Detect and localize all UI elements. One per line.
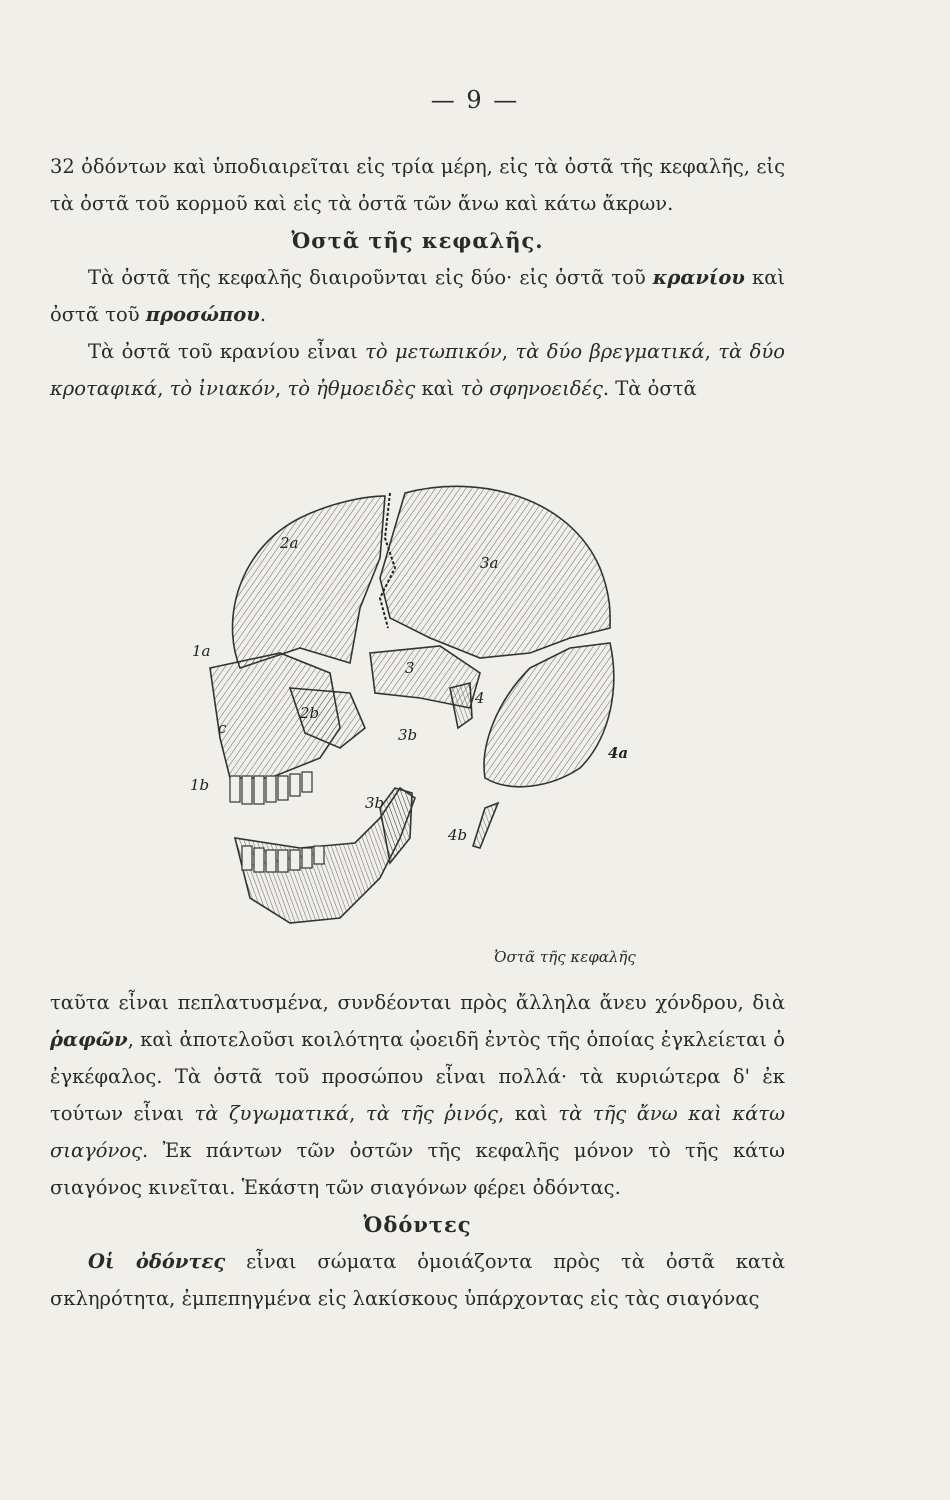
occipital-bone — [484, 643, 614, 787]
section-heading-skull-bones: Ὀστᾶ τῆς κεφαλῆς. — [291, 228, 544, 253]
paragraph-intro: 32 ὀδόντων καὶ ὑποδιαιρεῖται εἰς τρία μέρη, εἰς τὰ ὀστᾶ τῆς κεφαλῆς, εἰς τὰ ὀστᾶ τοῦ κορμοῦ καὶ εἰς τὰ ὀστᾶ τῶν ἄνω καὶ κάτω ἄκρων. — [50, 155, 785, 215]
label-4: 4 — [475, 689, 485, 707]
bottom-text-block — [50, 984, 785, 1317]
sphenoid-fragment — [450, 683, 472, 728]
term-kranio: κρανίου — [652, 266, 745, 289]
term-prosopo: προσώπου — [145, 303, 260, 326]
parietal-bone — [380, 486, 610, 658]
text-run: , — [704, 340, 719, 363]
label-3b-lower: 3b — [365, 794, 385, 812]
term-nasal: τὰ τῆς ῥινός — [365, 1102, 498, 1125]
text-run: . Ἐκ πάντων τῶν ὀστῶν τῆς κεφαλῆς μόνον τὸ τῆς κάτω σιαγόνος κινεῖται. Ἑκάστη τῶν σιαγόνων φέρει ὀδόντας. — [50, 1139, 785, 1199]
term-jaws: τὰ τῆς ἄνω καὶ κάτω σιαγόνος — [50, 1102, 785, 1162]
page-number: — 9 — — [430, 86, 520, 114]
text-run: ταῦτα εἶναι πεπλατυσμένα, συνδέονται πρὸς ἄλληλα ἄνευ χόνδρου, διὰ — [50, 991, 785, 1014]
term-sutures: ῥαφῶν — [50, 1028, 128, 1051]
label-3a: 3a — [480, 554, 499, 572]
text-run: , καὶ — [497, 1102, 559, 1125]
frontal-bone — [233, 496, 386, 668]
text-run: . Τὰ ὀστᾶ — [602, 377, 697, 400]
styloid-fragment — [473, 803, 498, 848]
term-teeth: Οἱ ὀδόντες — [88, 1250, 226, 1273]
label-2b: 2b — [300, 704, 320, 722]
section-heading-teeth: Ὀδόντες — [363, 1212, 472, 1237]
text-run: Τὰ ὀστᾶ τοῦ κρανίου εἶναι — [88, 340, 366, 363]
text-run: εἶναι σώματα ὁμοιάζοντα πρὸς τὰ ὀστᾶ κατὰ σκληρότητα, ἐμπεπηγμένα εἰς λακίσκους ὑπάρχοντας εἰς τὰς σιαγόνας — [50, 1250, 786, 1310]
term-parietal: τὰ δύο βρεγματικά — [515, 340, 705, 363]
top-text-block — [50, 148, 785, 407]
paragraph-skull-description — [50, 984, 785, 1206]
figure-caption: Ὀστᾶ τῆς κεφαλῆς — [494, 948, 636, 966]
term-temporal: τὰ δύο κροταφικά — [50, 340, 785, 400]
text-run: , — [275, 377, 288, 400]
label-3b-upper: 3b — [398, 726, 418, 744]
text-run: , — [349, 1102, 366, 1125]
label-2a: 2a — [280, 534, 299, 552]
text-run: , — [157, 377, 170, 400]
lower-teeth — [242, 846, 324, 872]
text-run: , — [501, 340, 516, 363]
term-frontal: τὸ μετωπικόν — [365, 340, 502, 363]
paragraph-cranium-bones — [50, 333, 785, 407]
paragraph-skull-division — [50, 259, 785, 333]
term-sphenoid: τὸ σφηνοειδές — [460, 377, 603, 400]
text-run: . — [259, 303, 267, 326]
text-run: , καὶ ἀποτελοῦσι κοιλότητα ᾠοειδῆ ἐντὸς τῆς ὁποίας ἐγκλείεται ὁ ἐγκέφαλος. Τὰ ὀστᾶ τοῦ προσώπου εἶναι πολλά· τὰ κυριώτερα δ' ἐκ τούτων εἶναι — [50, 1028, 785, 1125]
paragraph-teeth — [50, 1243, 785, 1317]
text-run: καὶ ὀστᾶ τοῦ — [50, 266, 786, 326]
label-1a: 1a — [192, 642, 211, 660]
term-ethmoid: τὸ ἠθμοειδὲς — [287, 377, 416, 400]
upper-teeth — [230, 772, 312, 804]
label-4b: 4b — [448, 826, 468, 844]
skull-illustration — [180, 478, 800, 948]
text-run: καὶ — [415, 377, 461, 400]
label-4a: 4a — [608, 744, 629, 762]
term-zygomatic: τὰ ζυγωματικά — [194, 1102, 350, 1125]
term-occipital: τὸ ἰνιακόν — [169, 377, 276, 400]
label-3: 3 — [405, 659, 415, 677]
text-run: Τὰ ὀστᾶ τῆς κεφαλῆς διαιροῦνται εἰς δύο· εἰς ὀστᾶ τοῦ — [88, 266, 653, 289]
label-1b: 1b — [190, 776, 210, 794]
label-c: c — [218, 719, 227, 737]
